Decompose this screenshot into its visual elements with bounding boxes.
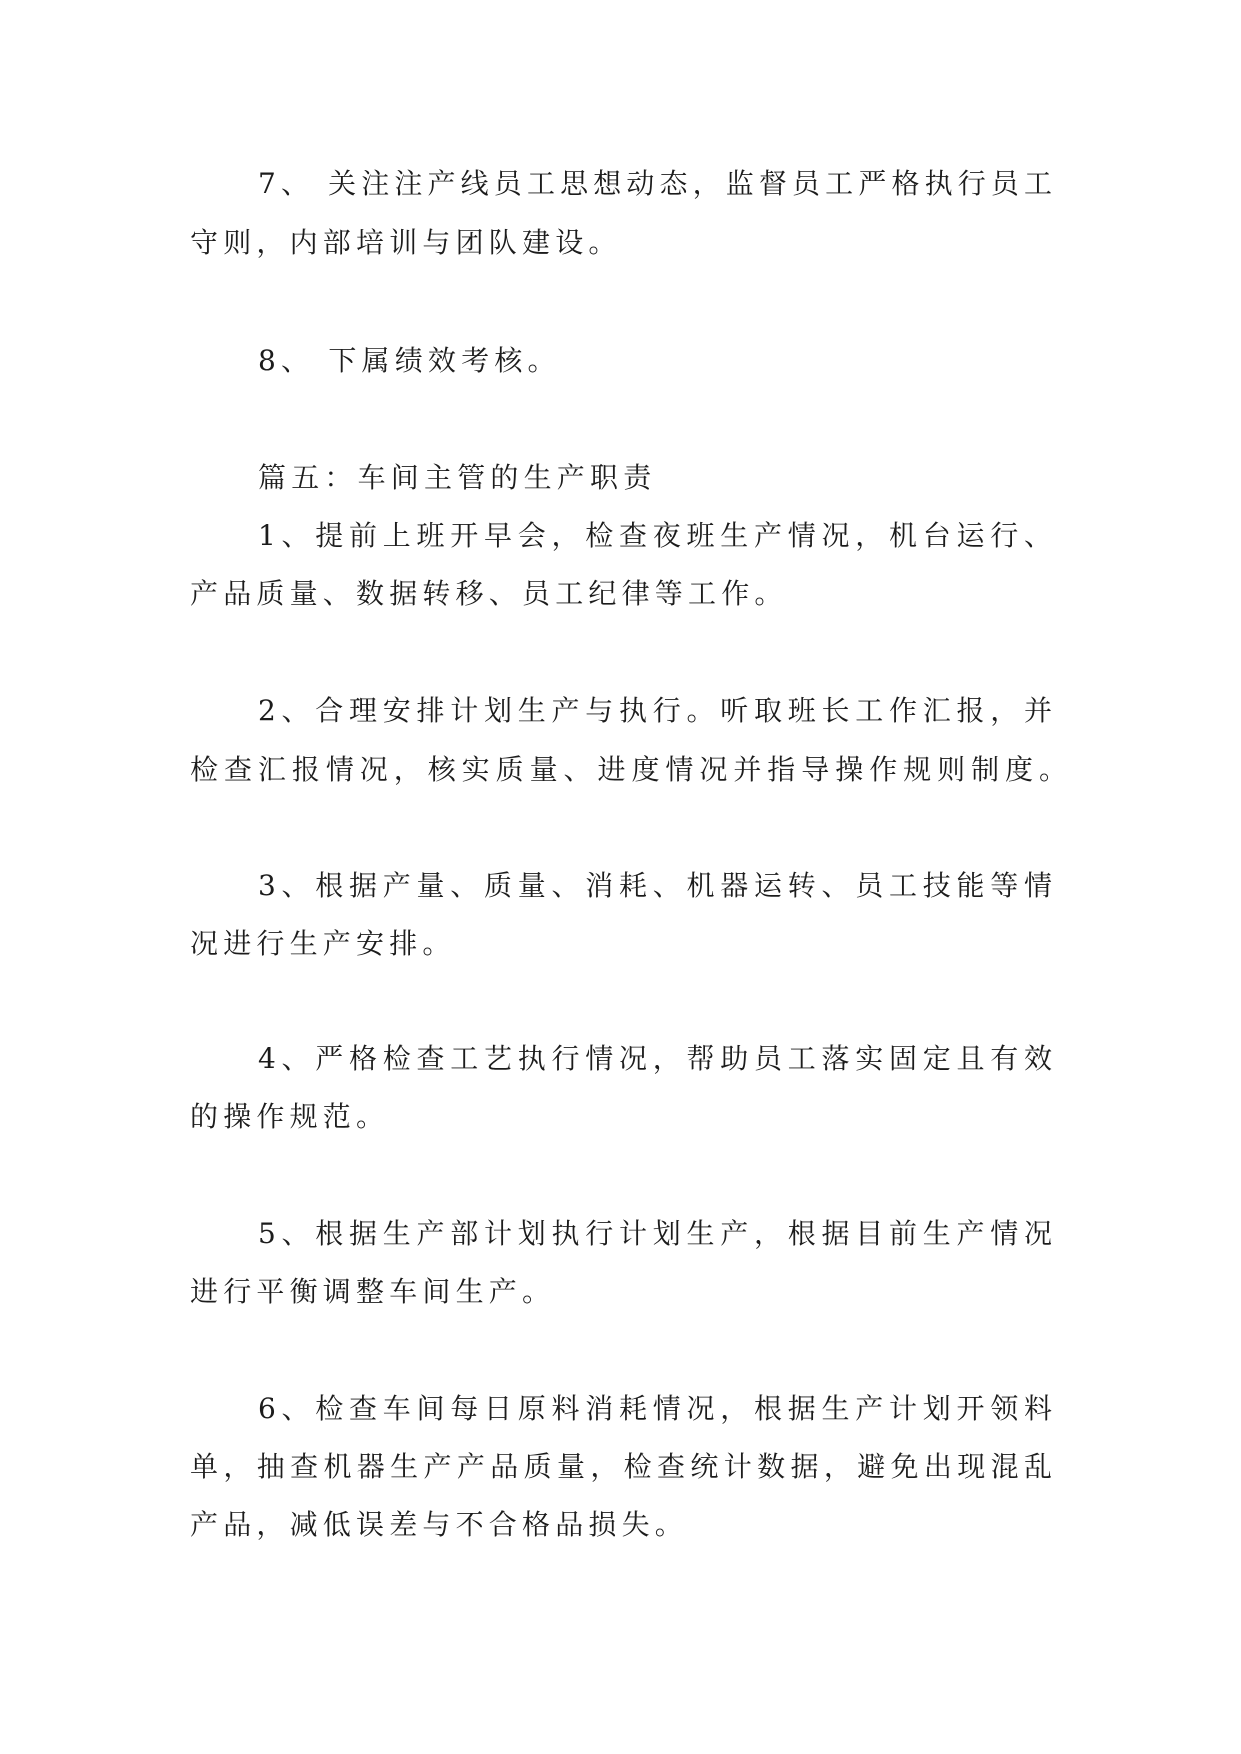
paragraph-line: 产品质量、数据转移、员工纪律等工作。 — [190, 577, 788, 610]
paragraph-line: 1、提前上班开早会，检查夜班生产情况，机台运行、 — [258, 519, 1053, 552]
section-heading: 篇五：车间主管的生产职责 — [258, 461, 657, 494]
paragraph-line: 况进行生产安排。 — [190, 927, 456, 960]
paragraph-line: 4、严格检查工艺执行情况，帮助员工落实固定且有效 — [258, 1042, 1053, 1075]
paragraph-line: 的操作规范。 — [190, 1100, 390, 1133]
paragraph-line: 单，抽查机器生产产品质量，检查统计数据，避免出现混乱 — [190, 1450, 1053, 1483]
paragraph-line: 产品，减低误差与不合格品损失。 — [190, 1508, 689, 1541]
paragraph-line: 进行平衡调整车间生产。 — [190, 1275, 556, 1308]
paragraph-line: 5、根据生产部计划执行计划生产，根据目前生产情况 — [258, 1217, 1053, 1250]
paragraph-line: 7、 关注注产线员工思想动态，监督员工严格执行员工 — [258, 167, 1053, 200]
paragraph-line: 守则，内部培训与团队建设。 — [190, 226, 622, 259]
paragraph-line: 2、合理安排计划生产与执行。听取班长工作汇报，并 — [258, 694, 1053, 727]
paragraph-line: 3、根据产量、质量、消耗、机器运转、员工技能等情 — [258, 869, 1053, 902]
paragraph-line: 6、检查车间每日原料消耗情况，根据生产计划开领料 — [258, 1392, 1053, 1425]
paragraph-line: 检查汇报情况，核实质量、进度情况并指导操作规则制度。 — [190, 753, 1068, 786]
paragraph-line: 8、 下属绩效考核。 — [258, 344, 561, 377]
